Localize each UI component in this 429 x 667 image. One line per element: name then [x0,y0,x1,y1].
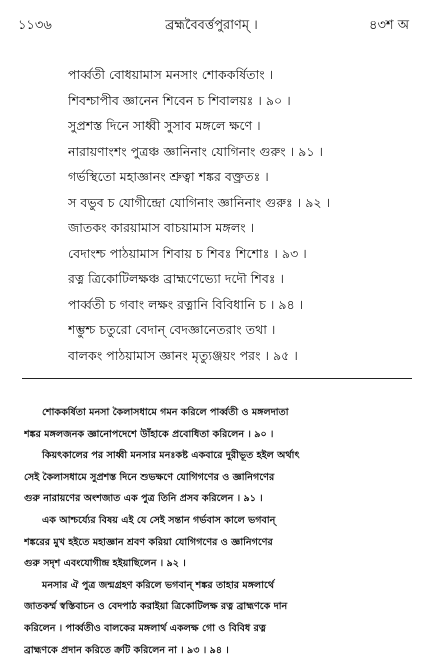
verse-line: শম্ভুশ্চ চতুরো বেদান্ বেদজ্ঞানেতরাং তথা । [68,322,276,337]
page-header [14,16,409,36]
translation-line: এক আশ্চর্য্যের বিষয় এই যে সেই সন্তান গর্ভবাস কালে ভগবান্ [42,514,276,526]
translation-line: মনসার ঐ পুত্র জন্মগ্রহণ করিলে ভগবান্ শঙ্কর তাহার মঙ্গলার্থে [42,579,275,591]
translation-line: শঙ্করের মুখ হইতে মহাজ্ঞান শ্রবণ করিয়া যোগিগণের ও জ্ঞানিগণের [24,536,273,548]
translation-line: শঙ্কর মঙ্গলজনক জ্ঞানোপদেশে উাঁহাকে প্রবোধিতা করিলেন । ৯০ । [24,428,274,440]
translation-line: করিলেন । পাৰ্ব্বতীও বালকের মঙ্গলার্থ একলক্ষ গো ও বিবিধ রত্ন [24,622,266,634]
page-number: ১১৩৬ [18,18,52,33]
verse-line: শিবশ্চাপীব জ্ঞানেন শিবেন চ শিবালয়ঃ । ৯০ । [68,92,291,108]
translation-line: কিয়ৎকালের পর সাধ্বী মনসার মনঃকষ্ট একবারে দুরীভূত হইল অর্থাৎ [42,450,300,462]
verse-line: সুপ্রশস্ত দিনে সাধ্বী সুসাব মঙ্গলে ক্ষণে । [68,118,261,133]
verse-line: স বভুব চ যোগীন্দ্রো যোগিনাং জ্ঞানিনাং গুরুঃ । ৯২ । [68,194,331,210]
bengali-translation [24,402,420,661]
section-divider [22,378,412,379]
translation-line: শোককর্ষিতা মনসা কৈলাসধামে গমন করিলে পাৰ্ব্বতী ও মঙ্গলদাতা [42,407,289,418]
translation-line: জাতকর্ম্ম স্বস্তিবাচন ও বেদপাঠ করাইয়া ত্রিকোটিলক্ষ রত্ন ব্রাহ্মণকে দান [24,601,288,613]
verse-line: বালকং পাঠয়ামাস জ্ঞানং মৃত্যুঞ্জয়ং পরং । ৯৫ । [68,347,298,363]
verse-line: পাৰ্ব্বতী চ গবাং লক্ষং রত্নানি বিবিধানি চ । ৯৪ । [68,296,304,312]
translation-line: সেই কৈলাসধামে সুপ্রশস্ত দিনে শুভক্ষণে যোগিগণের ও জ্ঞানিগণের [24,471,275,483]
verse-line: নারায়ণাংশং পুত্রঞ্চ জ্ঞানিনাং যোগিনাং গুরুং । ৯১ । [68,143,324,159]
verse-line: গর্ভস্থিতো মহাজ্ঞানং শ্রুত্বা শঙ্কর বক্ত্রতঃ । [68,169,269,184]
chapter-number: ৪৩শ অ [369,18,409,33]
verse-line: রত্ন ত্রিকোটিলক্ষঞ্চ ব্রাহ্মণেভ্যো দদৌ শিবঃ । [68,271,285,286]
translation-line: গুরু নারায়ণের অংশজাত এক পুত্র তিনি প্রসব করিলেন । ৯১ । [24,493,263,505]
sanskrit-verses [68,62,418,368]
verse-line: বেদাংশ্চ পাঠয়ামাস শিবায় চ শিবঃ শিশোঃ । ৯৩ । [68,245,307,261]
verse-line: জাতকং কারয়ামাস বাচয়ামাস মঙ্গলং । [68,220,255,235]
book-title: ব্রহ্মবৈবর্ত্তপুরাণম্ । [165,18,258,33]
verse-line: পাৰ্ব্বতী বোধয়ামাস মনসাং শোককর্ষিতাং । [68,67,274,82]
translation-line: গুরু সদৃশ এবংযোগীন্দ্র হইয়াছিলেন । ৯২ । [24,558,186,570]
translation-line: ব্রাহ্মণকে প্রদান করিতে ক্রটি করিলেন না । ৯৩ । ৯৪ । [24,644,229,656]
